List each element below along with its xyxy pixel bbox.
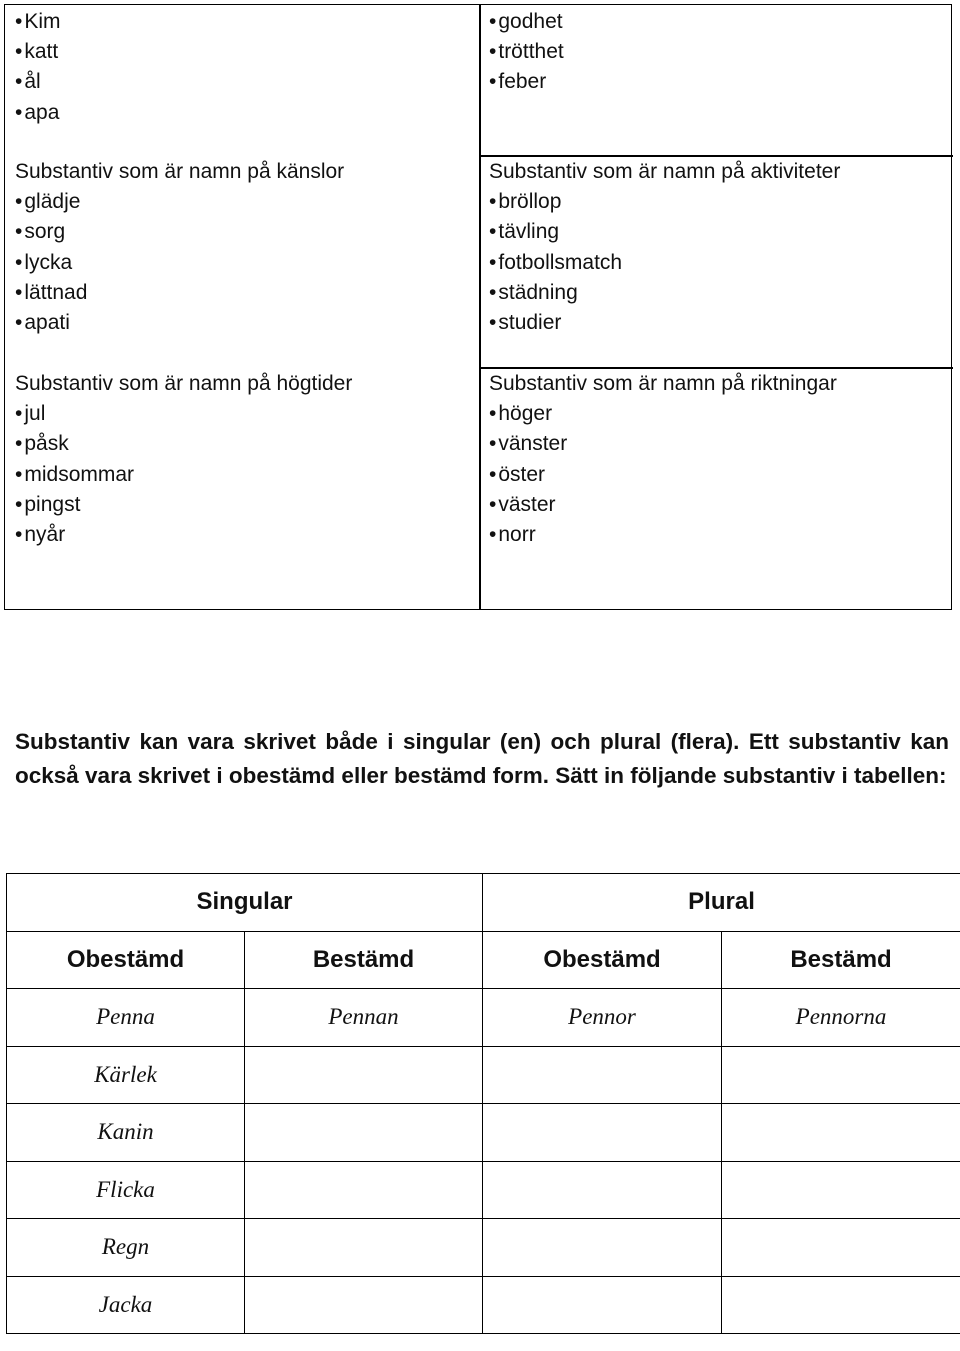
- table-row: [7, 1104, 960, 1162]
- cell-plural-indefinite[interactable]: [483, 1161, 722, 1219]
- table-row: [7, 1219, 960, 1277]
- list-item: • sorg: [15, 217, 344, 247]
- list-item: • städning: [489, 278, 840, 308]
- cell-singular-definite[interactable]: [245, 1161, 483, 1219]
- list-item: • ål: [15, 67, 61, 97]
- right-block-activities: [489, 157, 840, 338]
- cell-plural-indefinite: Pennor: [483, 989, 722, 1047]
- grid-divider-vertical: [479, 5, 481, 609]
- cell-singular-definite[interactable]: [245, 1104, 483, 1162]
- left-block-holidays: [15, 369, 352, 550]
- list-item: • apa: [15, 98, 61, 128]
- list-item: • apati: [15, 308, 344, 338]
- list-item: • nyår: [15, 520, 352, 550]
- cell-plural-indefinite[interactable]: [483, 1219, 722, 1277]
- list-item: • feber: [489, 67, 564, 97]
- header-plural-definite: Bestämd: [722, 931, 960, 989]
- cell-plural-definite[interactable]: [722, 1219, 960, 1277]
- cell-plural-indefinite[interactable]: [483, 1276, 722, 1334]
- category-heading: Substantiv som är namn på känslor: [15, 160, 345, 183]
- cell-singular-indefinite: Kärlek: [7, 1046, 245, 1104]
- list-item: • vänster: [489, 429, 837, 459]
- group-header-row: [7, 874, 960, 932]
- table-row: [7, 1161, 960, 1219]
- cell-plural-indefinite[interactable]: [483, 1104, 722, 1162]
- list-item: • lättnad: [15, 278, 344, 308]
- table-row: [7, 1046, 960, 1104]
- list-item: • fotbollsmatch: [489, 248, 840, 278]
- list-item: • bröllop: [489, 187, 840, 217]
- left-block-feelings: [15, 157, 344, 338]
- cell-singular-definite[interactable]: [245, 1276, 483, 1334]
- cell-plural-definite[interactable]: [722, 1161, 960, 1219]
- cell-singular-indefinite: Flicka: [7, 1161, 245, 1219]
- right-block-states: [489, 7, 564, 98]
- list-item: • pingst: [15, 490, 352, 520]
- category-heading: Substantiv som är namn på högtider: [15, 372, 353, 395]
- header-plural-indefinite: Obestämd: [483, 931, 722, 989]
- left-block-animals: [15, 7, 61, 128]
- category-heading: Substantiv som är namn på riktningar: [489, 372, 837, 395]
- cell-plural-indefinite[interactable]: [483, 1046, 722, 1104]
- list-item: • trötthet: [489, 37, 564, 67]
- noun-category-grid: [4, 4, 952, 610]
- list-item: • norr: [489, 520, 837, 550]
- cell-plural-definite: Pennorna: [722, 989, 960, 1047]
- column-header-row: [7, 931, 960, 989]
- list-item: • katt: [15, 37, 61, 67]
- cell-plural-definite[interactable]: [722, 1104, 960, 1162]
- instruction-paragraph: Substantiv kan vara skrivet både i singular (en) och plural (flera). Ett substantiv kan också vara skrivet i obestämd eller bestämd form. Sätt in följande substantiv i tabellen:: [15, 729, 949, 788]
- table-row: [7, 989, 960, 1047]
- cell-singular-indefinite: Penna: [7, 989, 245, 1047]
- right-block-directions: [489, 369, 837, 550]
- cell-singular-definite[interactable]: [245, 1046, 483, 1104]
- cell-singular-definite: Pennan: [245, 989, 483, 1047]
- list-item: • öster: [489, 460, 837, 490]
- noun-forms-table: [6, 873, 960, 1334]
- list-item: • påsk: [15, 429, 352, 459]
- header-singular-definite: Bestämd: [245, 931, 483, 989]
- list-item: • midsommar: [15, 460, 352, 490]
- cell-singular-indefinite: Jacka: [7, 1276, 245, 1334]
- list-item: • jul: [15, 399, 352, 429]
- list-item: • Kim: [15, 7, 61, 37]
- category-heading: Substantiv som är namn på aktiviteter: [489, 160, 841, 183]
- header-singular-indefinite: Obestämd: [7, 931, 245, 989]
- list-item: • väster: [489, 490, 837, 520]
- cell-plural-definite[interactable]: [722, 1046, 960, 1104]
- header-plural: Plural: [483, 874, 960, 932]
- list-item: • glädje: [15, 187, 344, 217]
- header-singular: Singular: [7, 874, 483, 932]
- table-row: [7, 1276, 960, 1334]
- cell-singular-indefinite: Regn: [7, 1219, 245, 1277]
- list-item: • studier: [489, 308, 840, 338]
- list-item: • lycka: [15, 248, 344, 278]
- list-item: • höger: [489, 399, 837, 429]
- list-item: • godhet: [489, 7, 564, 37]
- cell-singular-definite[interactable]: [245, 1219, 483, 1277]
- list-item: • tävling: [489, 217, 840, 247]
- cell-singular-indefinite: Kanin: [7, 1104, 245, 1162]
- cell-plural-definite[interactable]: [722, 1276, 960, 1334]
